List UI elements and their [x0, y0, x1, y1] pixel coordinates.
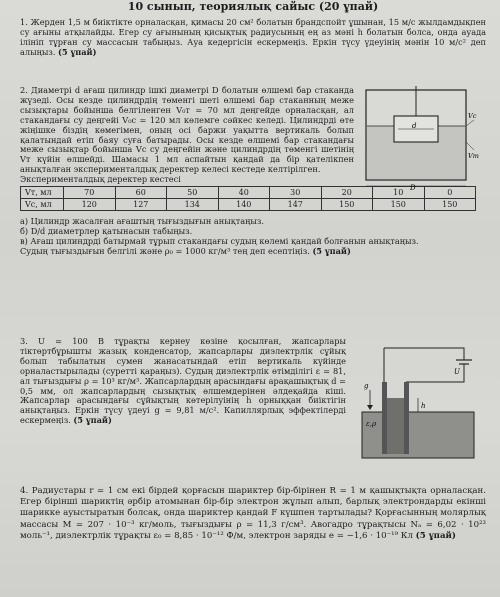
g-label: g	[364, 382, 369, 390]
h-label: h	[421, 402, 426, 410]
table-title: Эксперименталдық деректер кестесі	[20, 174, 181, 185]
question-b: б) D/d диаметрлер қатынасын табыңыз.	[20, 225, 193, 236]
table-cell: 30	[270, 187, 322, 199]
question-a: а) Цилиндр жасалған ағаштың тығыздығын анықтаңыз.	[20, 216, 264, 227]
problem-1	[20, 18, 486, 58]
table-cell: 147	[270, 199, 322, 211]
table-cell: 120	[64, 199, 116, 211]
vc-label: Vс	[468, 112, 477, 120]
problem-2-text: 2. Диаметрі d ағаш цилиндр ішкі диаметрі D болатын өлшемі бар стаканда жүзеді. Осы кезде цилиндрдің төменгі шеті өлшемі бар стаканның меже сызықтары бойынша белгіленген V₀т = 70 мл деңгейде орналасқан, ал стакандағы су деңгейі V₀с = 120 мл көлемге сәйкес келеді. Цилиндрді өте жіңішке біздің көмегімен, оның осі баржи уақытта вертикаль болып қалатындай етіп баяу суға батырады. Осы кезде өлшемі бар стакандағы меже сызықтар бойынша Vс су деңгейін және цилиндрдің төменгі шетінің Vт күйін өлшейді. Шамасы 1 мл аспайтын қандай да бір қателікпен анықталған эксперименталдық деректер келесі кестеде келтірілген.	[20, 85, 354, 175]
eps-rho-label: ε,ρ	[366, 420, 377, 428]
table-row	[21, 199, 476, 211]
problem-4	[20, 486, 486, 542]
problem-1-text: 1. Жерден 1,5 м биіктікте орналасқан, қимасы 20 см² болатын брандспойт ұшынан, 15 м/с жылдамдықпен су ағыны атқылайды. Егер су ағынының қисықтық радиусының ең аз мәні h болатын болса, онда ауада ілініп тұрған су массасын табыңыз. Ауа кедергісін ескермеңіз. Еркін түсу үдеуінің мәнін 10 м/с² деп алыңыз. (5 ұпай)	[20, 17, 486, 57]
problem-3-text: 3. U = 100 В тұрақты кернеу көзіне қосылған, жапсарлары тіктөртбұрышты жазық конденсатор, жапсарлары диэлектрлік сұйық болып табылатын сумен жанасатындай етіп вертикаль күйінде орналастырылады (суретті қараңыз). Судың диэлектрлік өтімділігі ε = 81, ал тығыздығы ρ = 10³ кг/м³. Жапсарлардың арасындағы арақашықтық d = 0,5 мм, ол жапсарлардың сызықтық өлшемдерінен әлдеқайда кіші. Жапсарлар арасындағы сұйықтың көтерілуінің h орныққан биіктігін анықтаңыз. Еркін түсу үдеуі g = 9,81 м/с². Капиллярлық эффектілерді ескермеңіз. (5 ұпай)	[20, 336, 346, 426]
row-label: Vт, мл	[21, 187, 64, 199]
density-note: Судың тығыздығын белгілі және ρ₀ = 1000 кг/м³ тең деп есептіңіз. (5 ұпай)	[20, 245, 351, 256]
table-cell: 70	[64, 187, 116, 199]
d-label: d	[412, 122, 417, 130]
beaker-cylinder-figure	[356, 86, 486, 192]
table-cell: 150	[321, 199, 373, 211]
table-cell: 10	[373, 187, 425, 199]
table-cell: 0	[424, 187, 476, 199]
table-cell: 134	[167, 199, 219, 211]
table-cell: 140	[218, 199, 270, 211]
row-label: Vс, мл	[21, 199, 64, 211]
question-c: в) Ағаш цилиндрді батырмай тұрып стакандағы судың көлемі қандай болғанын анықтаңыз.	[20, 235, 419, 246]
table-cell: 150	[424, 199, 476, 211]
capacitor-figure	[350, 342, 486, 464]
D-label: D	[410, 184, 416, 192]
table-cell: 50	[167, 187, 219, 199]
table-cell: 150	[373, 199, 425, 211]
table-cell: 60	[115, 187, 167, 199]
worksheet-title: 10 сынып, теориялық сайыс (20 ұпай)	[127, 0, 379, 13]
u-label: U	[454, 368, 460, 376]
problem-4-text: 4. Радиустары r = 1 см екі бірдей қорғасын шариктер бір-бірінен R = 1 м қашықтықта орналасқан. Егер біріншi шариктің әрбір атомынан бір-бір электрон жұлып алып, барлық электрондарды екінші шарикке ауыстыратын болсақ, онда шариктер қандай F күшпен тартылады? Қорғасынның молярлық массасы M = 207 · 10⁻³ кг/моль, тығыздығы ρ = 11,3 г/см³. Авогадро тұрақтысы Nₐ = 6,02 · 10²³ моль⁻¹, диэлектрлік тұрақты ε₀ = 8,85 · 10⁻¹² Ф/м, электрон заряды e = −1,6 · 10⁻¹⁹ Кл (5 ұпай)	[20, 486, 486, 541]
table-cell: 127	[115, 199, 167, 211]
table-cell: 20	[321, 187, 373, 199]
table-cell: 40	[218, 187, 270, 199]
vt-label: Vт	[468, 152, 479, 160]
